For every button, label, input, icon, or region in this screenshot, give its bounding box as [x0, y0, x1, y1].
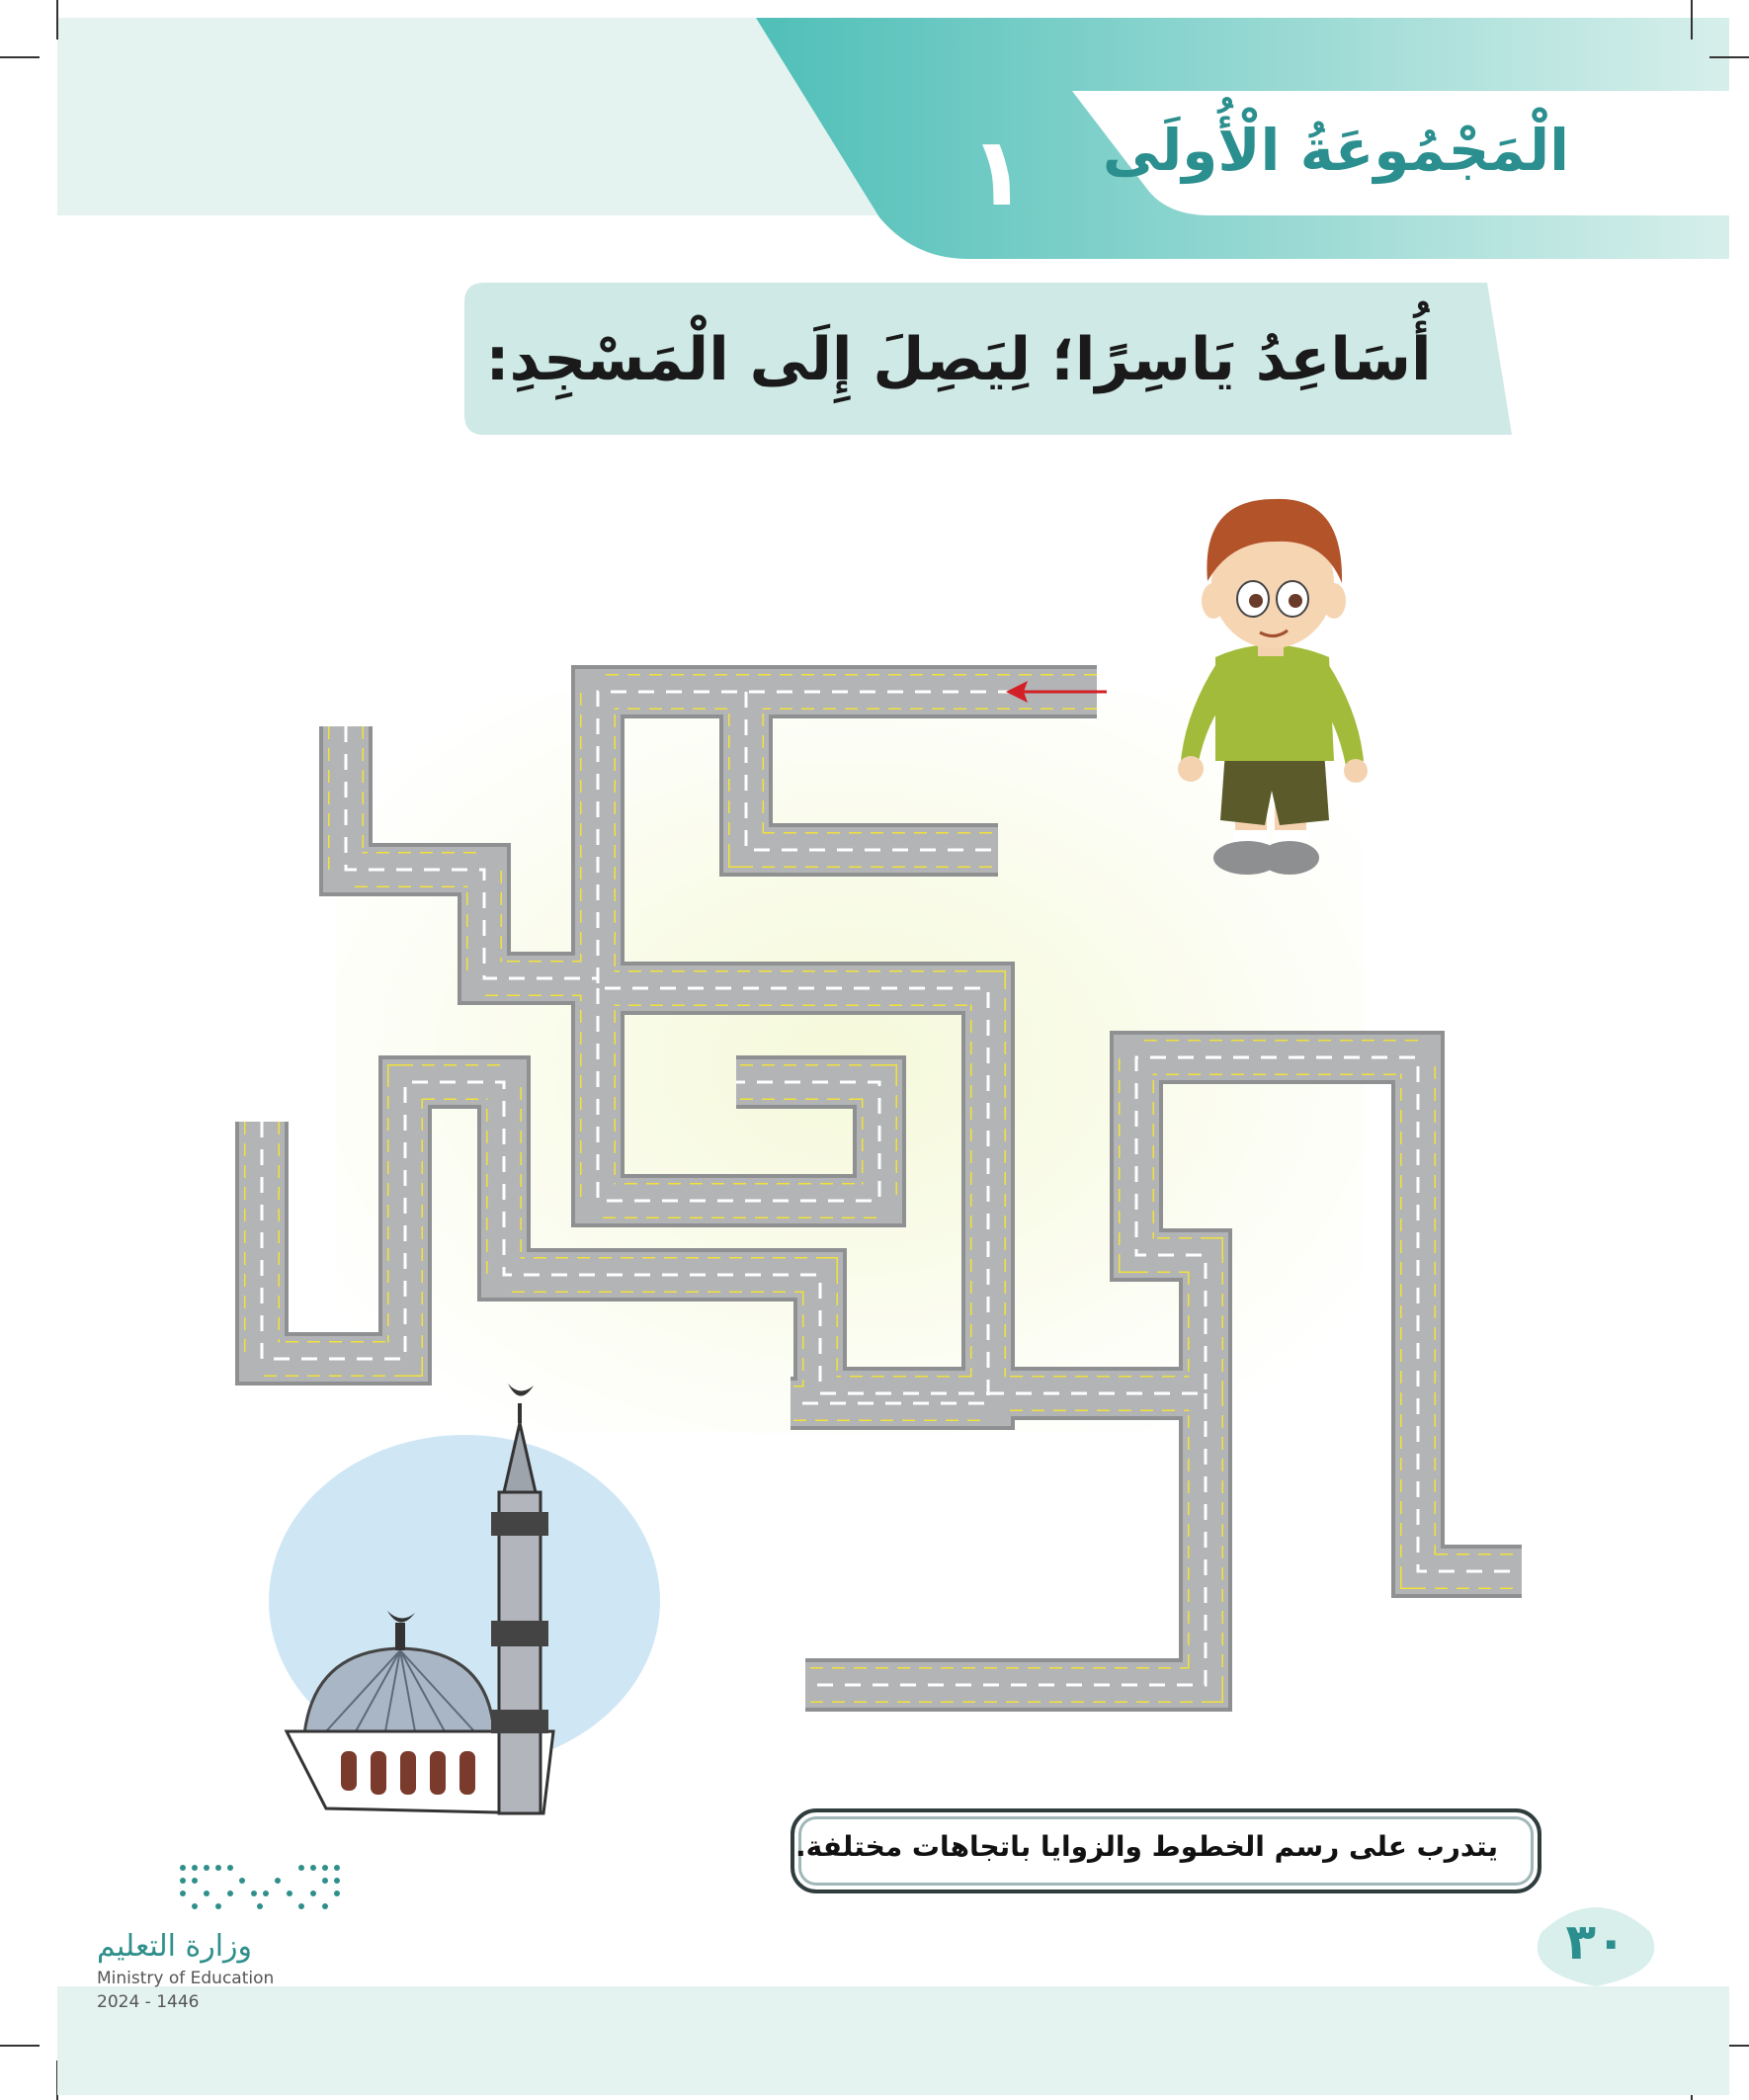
- ministry-name-arabic: وزارة التعليم: [97, 1929, 253, 1964]
- group-number: ١: [968, 117, 1028, 227]
- ministry-name-english: Ministry of Education: [97, 1969, 275, 1988]
- skill-note-text: يتدرب على رسم الخطوط والزوايا باتجاهات مختلفة.: [795, 1830, 1498, 1863]
- mosque-illustration: [269, 1384, 660, 1813]
- instruction-text: أُسَاعِدُ يَاسِرًا؛ لِيَصِلَ إِلَى الْمَسْجِدِ:: [485, 324, 1432, 394]
- ministry-year: 2024 - 1446: [97, 1992, 200, 2012]
- skill-note-box: [791, 1808, 1541, 1893]
- group-title: الْمَجْمُوعَةُ الْأُولَى: [1102, 117, 1569, 184]
- page-number: ٣٠: [1565, 1913, 1626, 1971]
- ministry-dots-logo: [180, 1865, 340, 1909]
